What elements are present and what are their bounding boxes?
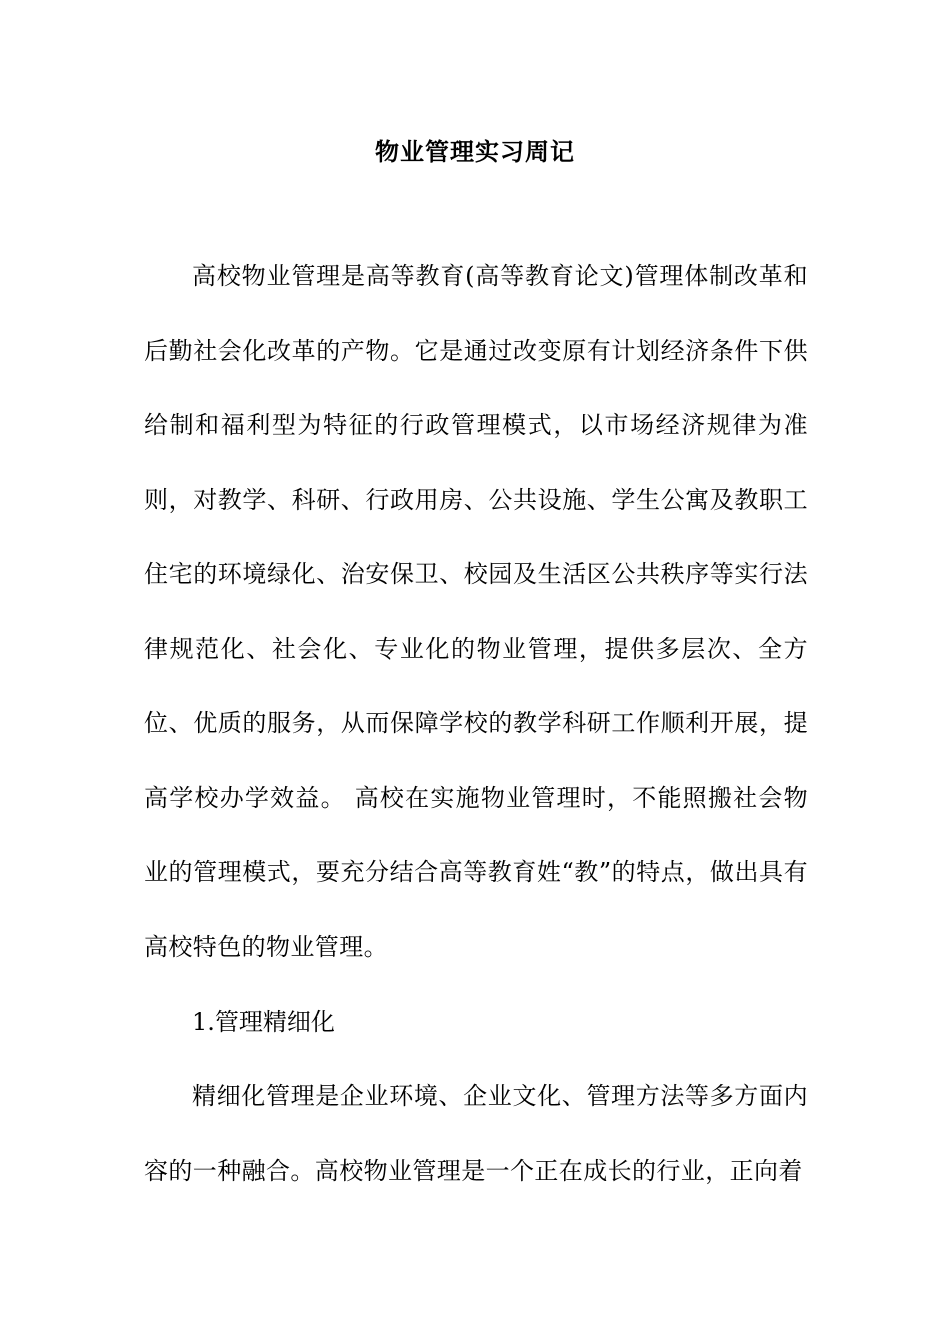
paragraph-refinement: 精细化管理是企业环境、企业文化、管理方法等多方面内容的一种融合。高校物业管理是一个正在成长的行业，正向着	[144, 1082, 808, 1185]
paragraph-intro: 高校物业管理是高等教育(高等教育论文)管理体制改革和后勤社会化改革的产物。它是通过改变原有计划经济条件下供给制和福利型为特征的行政管理模式，以市场经济规律为准则，对教学、科研、行政用房、公共设施、学生公寓及教职工住宅的环境绿化、治安保卫、校园及生活区公共秩序等实行法律规范化、社会化、专业化的物业管理，提供多层次、全方位、优质的服务，从而保障学校的教学科研工作顺利开展，提高学校办学效益。 高校在实施物业管理时，不能照搬社会物业的管理模式，要充分结合高等教育姓“教”的特点，做出具有高校特色的物业管理。	[144, 262, 808, 961]
section-heading: 1.管理精细化	[192, 1008, 335, 1036]
document-title: 物业管理实习周记	[375, 137, 575, 166]
